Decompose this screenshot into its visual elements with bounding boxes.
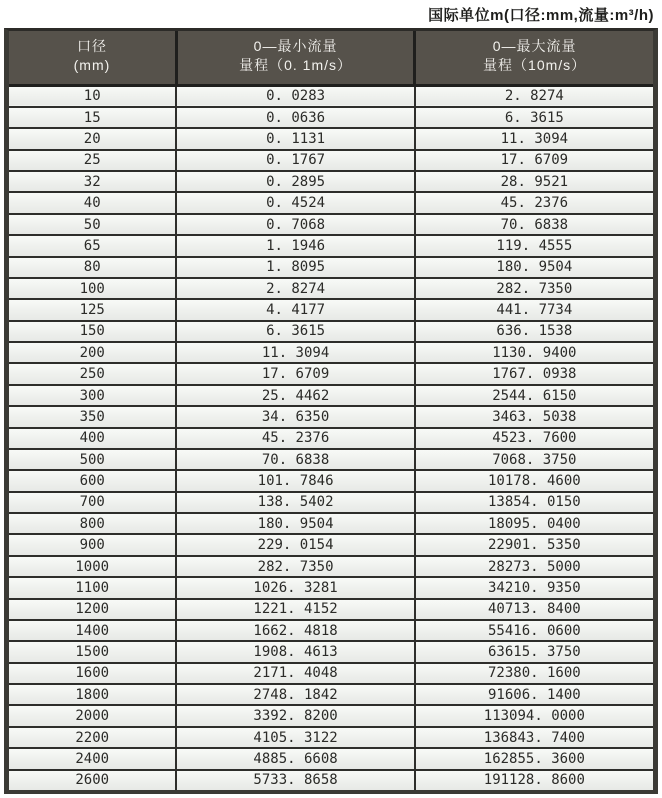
diameter-cell: 65 [9,235,176,256]
table-row [9,620,653,641]
max-flow-cell: 70. 6838 [415,214,653,235]
page-title: 国际单位m(口径:mm,流量:m³/h) [428,6,654,24]
min-flow-cell: 4. 4177 [176,299,414,320]
min-flow-cell: 1662. 4818 [176,620,414,641]
min-flow-cell: 4105. 3122 [176,727,414,748]
header-diameter-line1: 口径 [76,38,107,55]
max-flow-cell: 18095. 0400 [415,513,653,534]
table-row [9,556,653,577]
min-flow-cell: 101. 7846 [176,470,414,491]
diameter-cell: 32 [9,171,176,192]
table-body [9,85,653,790]
max-flow-cell: 13854. 0150 [415,492,653,513]
diameter-cell: 1800 [9,684,176,705]
diameter-cell: 500 [9,449,176,470]
diameter-cell: 1100 [9,577,176,598]
table-row [9,385,653,406]
diameter-cell: 15 [9,107,176,128]
table-row [9,128,653,149]
diameter-cell: 40 [9,192,176,213]
diameter-cell: 200 [9,342,176,363]
min-flow-cell: 5733. 8658 [176,770,414,790]
max-flow-cell: 7068. 3750 [415,449,653,470]
diameter-cell: 2000 [9,705,176,726]
flow-range-table [9,31,653,790]
diameter-cell: 1500 [9,641,176,662]
header-max-flow-line1: 0—最大流量 [492,38,577,55]
header-min-flow-line2: 量程（0. 1m/s） [239,57,353,74]
max-flow-cell: 22901. 5350 [415,534,653,555]
max-flow-cell: 119. 4555 [415,235,653,256]
diameter-cell: 25 [9,150,176,171]
table-row [9,492,653,513]
table-header [9,31,653,85]
table-row [9,85,653,107]
min-flow-cell: 180. 9504 [176,513,414,534]
min-flow-cell: 282. 7350 [176,556,414,577]
table-row [9,641,653,662]
min-flow-cell: 2748. 1842 [176,684,414,705]
table-row [9,257,653,278]
diameter-cell: 80 [9,257,176,278]
table-row [9,577,653,598]
max-flow-cell: 34210. 9350 [415,577,653,598]
max-flow-cell: 162855. 3600 [415,748,653,769]
diameter-cell: 700 [9,492,176,513]
max-flow-cell: 72380. 1600 [415,663,653,684]
min-flow-cell: 1. 8095 [176,257,414,278]
min-flow-cell: 0. 0636 [176,107,414,128]
max-flow-cell: 191128. 8600 [415,770,653,790]
table-row [9,770,653,790]
table-row [9,663,653,684]
max-flow-cell: 2. 8274 [415,85,653,107]
diameter-cell: 350 [9,406,176,427]
table-row [9,428,653,449]
diameter-cell: 50 [9,214,176,235]
table-row [9,299,653,320]
table-row [9,470,653,491]
table-row [9,406,653,427]
max-flow-cell: 4523. 7600 [415,428,653,449]
min-flow-cell: 6. 3615 [176,321,414,342]
header-max-flow-line2: 量程（10m/s） [483,57,587,74]
min-flow-cell: 1221. 4152 [176,599,414,620]
max-flow-cell: 1767. 0938 [415,363,653,384]
min-flow-cell: 0. 1131 [176,128,414,149]
diameter-cell: 10 [9,85,176,107]
max-flow-cell: 45. 2376 [415,192,653,213]
diameter-cell: 1600 [9,663,176,684]
header-min-flow-line1: 0—最小流量 [253,38,338,55]
diameter-cell: 300 [9,385,176,406]
max-flow-cell: 91606. 1400 [415,684,653,705]
max-flow-cell: 113094. 0000 [415,705,653,726]
min-flow-cell: 11. 3094 [176,342,414,363]
table-row [9,727,653,748]
min-flow-cell: 2171. 4048 [176,663,414,684]
header-cell-min-flow [176,31,414,85]
diameter-cell: 20 [9,128,176,149]
min-flow-cell: 0. 1767 [176,150,414,171]
min-flow-cell: 1026. 3281 [176,577,414,598]
table-row [9,449,653,470]
diameter-cell: 1400 [9,620,176,641]
min-flow-cell: 1. 1946 [176,235,414,256]
title-bar [0,0,662,28]
max-flow-cell: 63615. 3750 [415,641,653,662]
diameter-cell: 2200 [9,727,176,748]
table-row [9,599,653,620]
table-row [9,321,653,342]
min-flow-cell: 1908. 4613 [176,641,414,662]
max-flow-cell: 136843. 7400 [415,727,653,748]
min-flow-cell: 0. 4524 [176,192,414,213]
max-flow-cell: 1130. 9400 [415,342,653,363]
max-flow-cell: 17. 6709 [415,150,653,171]
table-row [9,705,653,726]
min-flow-cell: 3392. 8200 [176,705,414,726]
max-flow-cell: 180. 9504 [415,257,653,278]
table-row [9,513,653,534]
min-flow-cell: 70. 6838 [176,449,414,470]
min-flow-cell: 0. 0283 [176,85,414,107]
min-flow-cell: 25. 4462 [176,385,414,406]
min-flow-cell: 229. 0154 [176,534,414,555]
max-flow-cell: 6. 3615 [415,107,653,128]
max-flow-cell: 2544. 6150 [415,385,653,406]
diameter-cell: 250 [9,363,176,384]
header-cell-diameter [9,31,176,85]
min-flow-cell: 0. 7068 [176,214,414,235]
diameter-cell: 400 [9,428,176,449]
diameter-cell: 2400 [9,748,176,769]
table-header-row [9,31,653,85]
max-flow-cell: 3463. 5038 [415,406,653,427]
diameter-cell: 100 [9,278,176,299]
min-flow-cell: 45. 2376 [176,428,414,449]
max-flow-cell: 40713. 8400 [415,599,653,620]
table-row [9,342,653,363]
diameter-cell: 900 [9,534,176,555]
max-flow-cell: 11. 3094 [415,128,653,149]
table-row [9,278,653,299]
max-flow-cell: 10178. 4600 [415,470,653,491]
table-row [9,684,653,705]
diameter-cell: 1200 [9,599,176,620]
max-flow-cell: 441. 7734 [415,299,653,320]
max-flow-cell: 28. 9521 [415,171,653,192]
diameter-cell: 1000 [9,556,176,577]
table-row [9,748,653,769]
diameter-cell: 150 [9,321,176,342]
min-flow-cell: 138. 5402 [176,492,414,513]
max-flow-cell: 28273. 5000 [415,556,653,577]
table-row [9,363,653,384]
min-flow-cell: 17. 6709 [176,363,414,384]
flow-table-container [4,28,658,794]
max-flow-cell: 282. 7350 [415,278,653,299]
max-flow-cell: 55416. 0600 [415,620,653,641]
max-flow-cell: 636. 1538 [415,321,653,342]
diameter-cell: 800 [9,513,176,534]
table-row [9,171,653,192]
table-row [9,235,653,256]
table-row [9,192,653,213]
min-flow-cell: 4885. 6608 [176,748,414,769]
header-diameter-line2: (mm) [73,57,111,74]
table-row [9,150,653,171]
min-flow-cell: 2. 8274 [176,278,414,299]
min-flow-cell: 0. 2895 [176,171,414,192]
min-flow-cell: 34. 6350 [176,406,414,427]
table-row [9,107,653,128]
diameter-cell: 125 [9,299,176,320]
diameter-cell: 600 [9,470,176,491]
table-row [9,214,653,235]
diameter-cell: 2600 [9,770,176,790]
header-cell-max-flow [415,31,653,85]
table-row [9,534,653,555]
